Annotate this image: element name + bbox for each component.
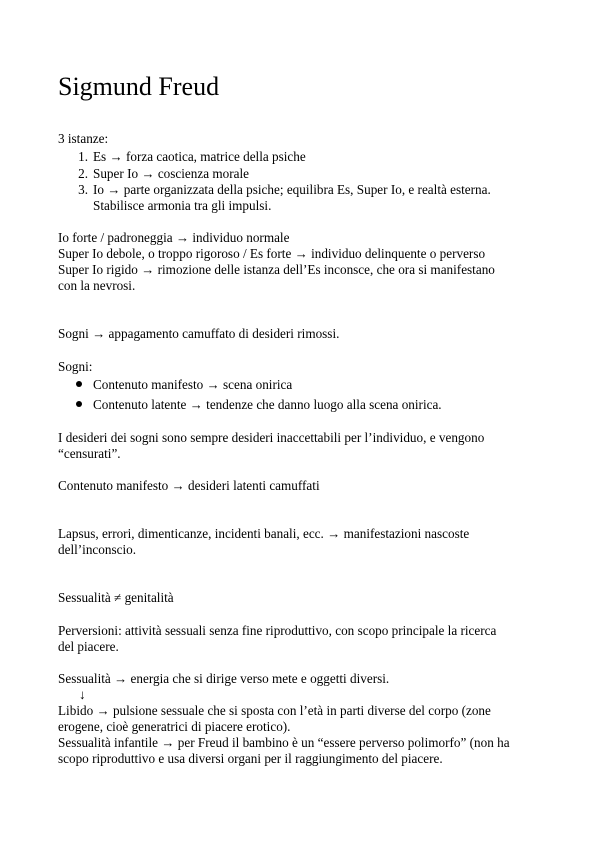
paragraph-line: Perversioni: attività sessuali senza fine riproduttivo, con scopo principale la ricerca bbox=[58, 623, 497, 638]
page-title: Sigmund Freud bbox=[58, 72, 220, 101]
bullet-item: Contenuto latente → tendenze che danno luogo alla scena onirica. bbox=[93, 397, 442, 412]
down-arrow-icon: ↓ bbox=[79, 687, 86, 702]
list-number: 2. bbox=[78, 166, 88, 181]
bullet-icon bbox=[76, 401, 82, 407]
paragraph-line: erogene, cioè generatrici di piacere erotico). bbox=[58, 719, 291, 734]
paragraph-line: Super Io debole, o troppo rigoroso / Es forte → individuo delinquente o perverso bbox=[58, 246, 486, 261]
list-item-continuation: Stabilisce armonia tra gli impulsi. bbox=[93, 198, 272, 213]
paragraph-line: con la nevrosi. bbox=[58, 278, 136, 293]
paragraph-line: Sessualità → energia che si dirige verso mete e oggetti diversi. bbox=[58, 671, 390, 686]
istanze-heading: 3 istanze: bbox=[58, 131, 109, 146]
paragraph-line: del piacere. bbox=[58, 639, 119, 654]
paragraph-line: Libido → pulsione sessuale che si sposta con l’età in parti diverse del corpo (zone bbox=[58, 703, 491, 718]
paragraph-line: Contenuto manifesto → desideri latenti camuffati bbox=[58, 478, 320, 493]
paragraph-line: Io forte / padroneggia → individuo normale bbox=[58, 230, 290, 245]
sogni-heading: Sogni: bbox=[58, 359, 93, 374]
bullet-icon bbox=[76, 381, 82, 387]
bullet-item: Contenuto manifesto → scena onirica bbox=[93, 377, 293, 392]
list-item: Es → forza caotica, matrice della psiche bbox=[93, 149, 306, 164]
paragraph-line: “censurati”. bbox=[58, 446, 121, 461]
list-item: Io → parte organizzata della psiche; equilibra Es, Super Io, e realtà esterna. bbox=[93, 182, 491, 197]
list-number: 3. bbox=[78, 182, 88, 197]
paragraph-line: dell’inconscio. bbox=[58, 542, 137, 557]
paragraph-line: I desideri dei sogni sono sempre desideri inaccettabili per l’individuo, e vengono bbox=[58, 430, 485, 445]
list-item: Super Io → coscienza morale bbox=[93, 166, 249, 181]
paragraph-line: Super Io rigido → rimozione delle istanza dell’Es inconsce, che ora si manifestano bbox=[58, 262, 495, 277]
paragraph-line: Sessualità infantile → per Freud il bambino è un “essere perverso polimorfo” (non ha bbox=[58, 735, 510, 750]
paragraph-line: Sessualità ≠ genitalità bbox=[58, 590, 174, 605]
paragraph-line: Lapsus, errori, dimenticanze, incidenti banali, ecc. → manifestazioni nascoste bbox=[58, 526, 470, 541]
list-number: 1. bbox=[78, 149, 88, 164]
paragraph-line: scopo riproduttivo e usa diversi organi per il raggiungimento del piacere. bbox=[58, 751, 443, 766]
sogni-definition: Sogni → appagamento camuffato di desideri rimossi. bbox=[58, 326, 340, 341]
